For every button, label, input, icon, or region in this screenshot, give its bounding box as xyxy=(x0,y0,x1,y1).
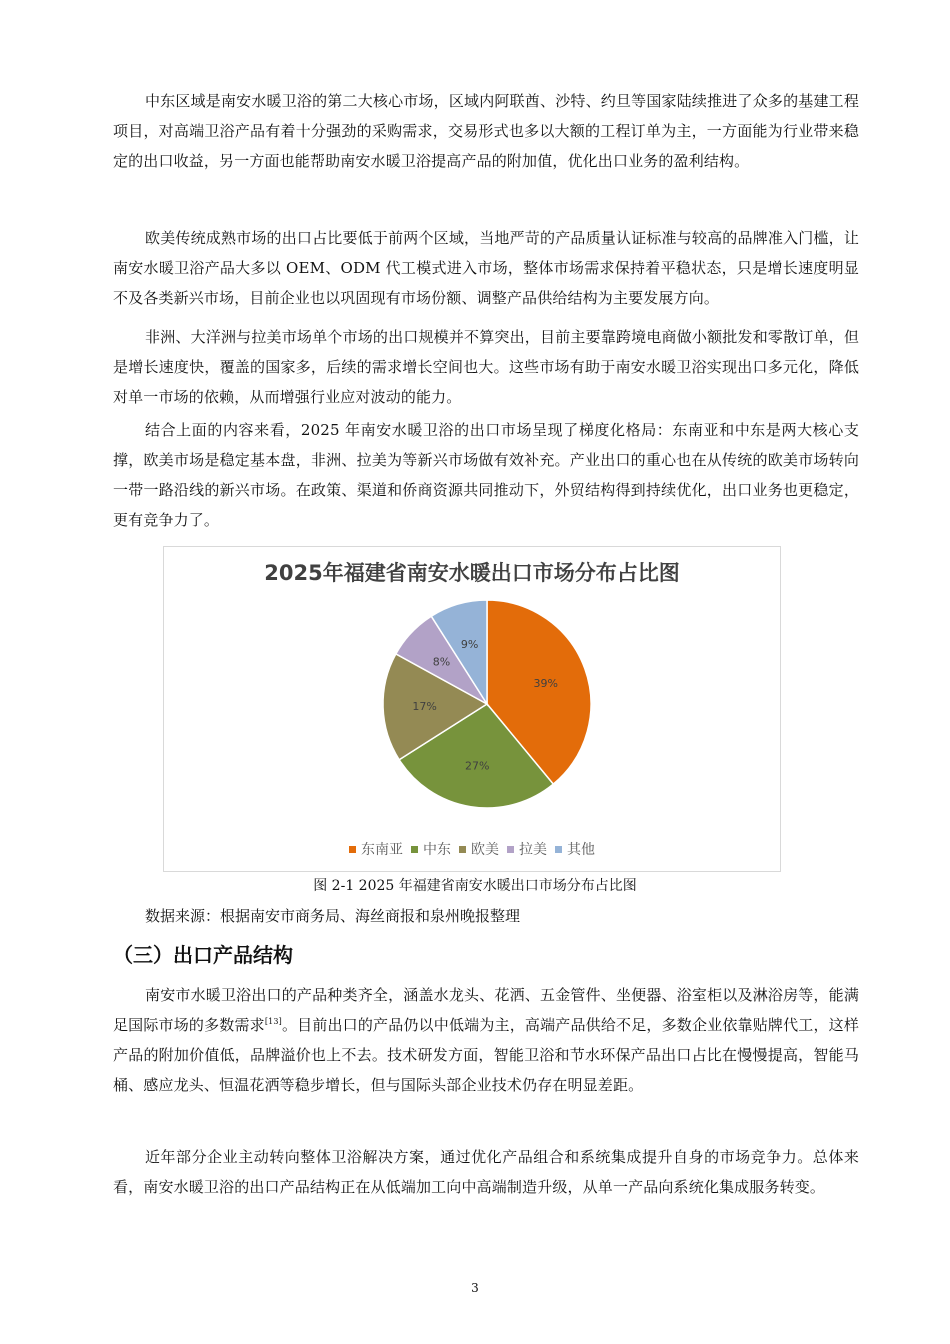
legend-label: 拉美 xyxy=(519,842,547,858)
pie-label-middle-east: 27% xyxy=(465,759,490,773)
legend-item-latin-america xyxy=(507,839,547,859)
paragraph-emerging-markets: 非洲、大洋洲与拉美市场单个市场的出口规模并不算突出，目前主要靠跨境电商做小额批发和零散订单，但是增长速度快，覆盖的国家多，后续的需求增长空间也大。这些市场有助于南安水暖卫浴实现出口多元化，降低对单一市场的依赖，从而增强行业应对波动的能力。 xyxy=(113,328,859,406)
legend-swatch xyxy=(459,846,466,853)
pie-chart-figure xyxy=(163,546,781,872)
figure-caption: 图 2-1 2025 年福建省南安水暖出口市场分布占比图 xyxy=(313,878,637,894)
legend-swatch xyxy=(555,846,562,853)
section-heading: （三）出口产品结构 xyxy=(113,943,293,967)
paragraph-summary: 结合上面的内容来看，2025 年南安水暖卫浴的出口市场呈现了梯度化格局：东南亚和中东是两大核心支撑，欧美市场是稳定基本盘，非洲、拉美为等新兴市场做有效补充。产业出口的重心也在从传统的欧美市场转向一带一路沿线的新兴市场。在政策、渠道和侨商资源共同推动下，外贸结构得到持续优化，出口业务也更稳定，更有竞争力了。 xyxy=(113,421,859,529)
citation-ref: [13] xyxy=(264,1017,282,1026)
pie-label-southeast-asia: 39% xyxy=(533,676,558,690)
paragraph-middle-east: 中东区域是南安水暖卫浴的第二大核心市场，区域内阿联酋、沙特、约旦等国家陆续推进了众多的基建工程项目，对高端卫浴产品有着十分强劲的采购需求，交易形式也多以大额的工程订单为主，一方面能为行业带来稳定的出口收益，另一方面也能帮助南安水暖卫浴提高产品的附加值，优化出口业务的盈利结构。 xyxy=(113,92,859,170)
pie-label-latin-america: 8% xyxy=(432,655,451,669)
legend-item-other xyxy=(555,839,595,859)
paragraph-solutions: 近年部分企业主动转向整体卫浴解决方案，通过优化产品组合和系统集成提升自身的市场竞争力。总体来看，南安水暖卫浴的出口产品结构正在从低端加工向中高端制造升级，从单一产品向系统化集成服务转变。 xyxy=(113,1148,859,1196)
legend-swatch xyxy=(507,846,514,853)
pie-label-other: 9% xyxy=(460,638,479,652)
paragraph-europe-america: 欧美传统成熟市场的出口占比要低于前两个区域，当地严苛的产品质量认证标准与较高的品牌准入门槛，让南安水暖卫浴产品大多以 OEM、ODM 代工模式进入市场，整体市场需求保持着平稳状态，只是增长速度明显不及各类新兴市场，目前企业也以巩固现有市场份额、调整产品供给结构为主要发展方向。 xyxy=(113,229,859,307)
paragraph-product-range-part2: 。目前出口的产品仍以中低端为主，高端产品供给不足，多数企业依靠贴牌代工，这样产品的附加价值低，品牌溢价也上不去。技术研发方面，智能卫浴和节水环保产品出口占比在慢慢提高，智能马桶、感应龙头、恒温花洒等稳步增长，但与国际头部企业技术仍存在明显差距。 xyxy=(113,1016,859,1094)
pie-chart xyxy=(164,547,782,837)
legend-item-middle-east xyxy=(411,839,451,859)
legend-item-europe-america xyxy=(459,839,499,859)
legend-label: 其他 xyxy=(567,842,595,858)
chart-title: 2025年福建省南安水暖出口市场分布占比图 xyxy=(264,561,680,585)
chart-legend xyxy=(164,839,780,859)
paragraph-product-range xyxy=(113,980,859,1100)
legend-label: 欧美 xyxy=(471,842,499,858)
pie-label-europe-america: 17% xyxy=(412,699,437,713)
legend-label: 东南亚 xyxy=(361,842,403,858)
legend-swatch xyxy=(411,846,418,853)
legend-item-southeast-asia xyxy=(349,839,403,859)
data-source-note: 数据来源：根据南安市商务局、海丝商报和泉州晚报整理 xyxy=(145,907,521,925)
legend-swatch xyxy=(349,846,356,853)
legend-label: 中东 xyxy=(423,842,451,858)
page-number: 3 xyxy=(471,1281,479,1295)
paragraph-product-range-part1: 南安市水暖卫浴出口的产品种类齐全，涵盖水龙头、花洒、五金管件、坐便器、浴室柜以及淋浴房等，能满足国际市场的多数需求 xyxy=(113,986,859,1034)
